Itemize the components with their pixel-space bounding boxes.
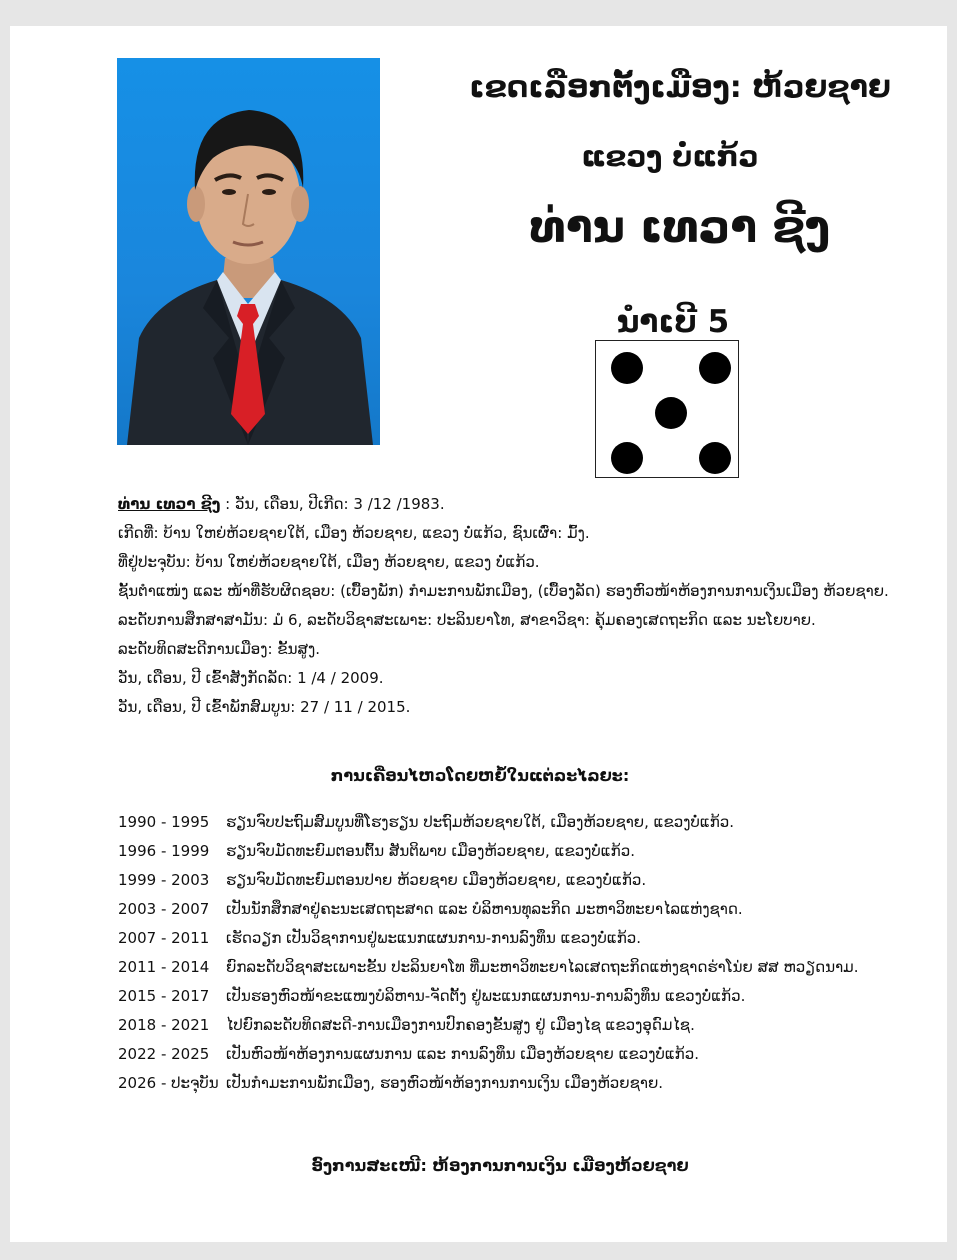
cv-row: [118, 1069, 918, 1098]
cv-list: [118, 808, 918, 1098]
cv-text: ຍົກລະດັບວິຊາສະເພາະຂັ້ນ ປະລິນຍາໂທ ທີ່ມະຫາວິທະຍາໄລເສດຖະກິດແຫ່ງຊາດຮ່າໂນ່ຍ ສສ ຫວຽດນາມ.: [226, 958, 859, 976]
cv-years: 1996 - 1999: [118, 842, 210, 860]
cv-years: 2022 - 2025: [118, 1045, 210, 1063]
bio-join-state: ວັນ, ເດືອນ, ປີ ເຂົ້າສັງກັດລັດ: 1 /4 / 2009.: [118, 669, 384, 687]
cv-text: ໄປຍົກລະດັບທິດສະດີ-ການເມືອງການປົກຄອງຂັ້ນສູງ ຢູ່ ເມືອງໄຊ ແຂວງອຸດົມໄຊ.: [226, 1016, 695, 1034]
candidate-photo: [117, 58, 380, 445]
bio-join-party: ວັນ, ເດືອນ, ປີ ເຂົ້າພັກສົມບູນ: 27 / 11 / 2015.: [118, 698, 411, 716]
cv-row: [118, 837, 918, 866]
cv-years: 2011 - 2014: [118, 958, 210, 976]
bio-education: ລະດັບການສຶກສາສາມັນ: ມໍ 6, ລະດັບວິຊາສະເພາະ: ປະລິນຍາໂທ, ສາຂາວິຊາ: ຄຸ້ມຄອງເສດຖະກິດ ແລະ ນະໂຍບາຍ.: [118, 611, 816, 629]
cv-text: ຮຽນຈົບມັດທະຍົມຕອນປາຍ ຫ້ວຍຊາຍ ເມືອງຫ້ວຍຊາຍ, ແຂວງບໍ່ແກ້ວ.: [226, 871, 647, 889]
cv-row: [118, 982, 918, 1011]
bio-political: ລະດັບທິດສະດີການເມືອງ: ຂັ້ນສູງ.: [118, 640, 320, 658]
cv-years: 2003 - 2007: [118, 900, 210, 918]
portrait-illustration: [117, 58, 380, 445]
candidate-number: ນໍາເບີ 5: [616, 304, 730, 340]
cv-row: [118, 1040, 918, 1069]
cv-text: ຮຽນຈົບປະຖົມສົມບູນທີ່ໂຮງຮຽນ ປະຖົມຫ້ວຍຊາຍໃຕ້, ເມືອງຫ້ວຍຊາຍ, ແຂວງບໍ່ແກ້ວ.: [226, 813, 735, 831]
bio-residence: ທີ່ຢູ່ປະຈຸບັນ: ບ້ານ ໃຫຍ່ຫ້ວຍຊາຍໃຕ້, ເມືອງ ຫ້ວຍຊາຍ, ແຂວງ ບໍ່ແກ້ວ.: [118, 553, 540, 571]
bio-dob: : ວັນ, ເດືອນ, ປີເກີດ: 3 /12 /1983.: [220, 495, 445, 513]
cv-row: [118, 866, 918, 895]
cv-text: ເປັນຮອງຫົວໜ້າຂະແໜງບໍລິຫານ-ຈັດຕັ້ງ ຢູ່ພະແນກແຜນການ-ການລົງທຶນ ແຂວງບໍ່ແກ້ວ.: [226, 987, 746, 1005]
dice-dot: [655, 397, 687, 429]
cv-years: 2018 - 2021: [118, 1016, 210, 1034]
cv-years: 2015 - 2017: [118, 987, 210, 1005]
dice-dot: [611, 352, 643, 384]
cv-years: 2026 - ປະຈຸບັນ: [118, 1074, 219, 1092]
cv-row: [118, 924, 918, 953]
dice-dot: [611, 442, 643, 474]
dice-five-icon: [595, 340, 739, 478]
cv-text: ຮຽນຈົບມັດທະຍົມຕອນຕົ້ນ ສັນຕິພາບ ເມືອງຫ້ວຍຊາຍ, ແຂວງບໍ່ແກ້ວ.: [226, 842, 635, 860]
bio-name: ທ່ານ ເທວາ ຊີງ: [118, 495, 221, 513]
bio-position: ຊັ້ນຕໍາແໜ່ງ ແລະ ໜ້າທີ່ຮັບຜິດຊອບ: (ເບື້ອງພັກ) ກໍາມະການພັກເມືອງ, (ເບື້ອງລັດ) ຮອງຫົວໜ້າຫ້ອງການການເງິນເມືອງ ຫ້ວຍຊາຍ.: [118, 582, 889, 600]
cv-text: ເປັນຫົວໜ້າຫ້ອງການແຜນການ ແລະ ການລົງທຶນ ເມືອງຫ້ວຍຊາຍ ແຂວງບໍ່ແກ້ວ.: [226, 1045, 699, 1063]
cv-text: ເປັນກໍາມະການພັກເມືອງ, ຮອງຫົວໜ້າຫ້ອງການການເງິນ ເມືອງຫ້ວຍຊາຍ.: [226, 1074, 664, 1092]
bio-dob-line: [118, 490, 908, 519]
province: ແຂວງ ບໍ່ແກ້ວ: [581, 140, 759, 173]
document-sheet: [10, 26, 947, 1242]
cv-text: ເຮັດວຽກ ເປັນວິຊາການຢູ່ພະແນກແຜນການ-ການລົງທຶນ ແຂວງບໍ່ແກ້ວ.: [226, 929, 641, 947]
cv-row: [118, 808, 918, 837]
dice-dot: [699, 442, 731, 474]
cv-row: [118, 953, 918, 982]
cv-title: ການເຄື່ອນໄຫວໂດຍຫຍໍ້ໃນແຕ່ລະໄລຍະ:: [330, 766, 630, 785]
cv-years: 2007 - 2011: [118, 929, 210, 947]
biography: [118, 490, 908, 722]
cv-text: ເປັນນັກສຶກສາຢູ່ຄະນະເສດຖະສາດ ແລະ ບໍລິຫານທຸລະກິດ ມະຫາວິທະຍາໄລແຫ່ງຊາດ.: [226, 900, 743, 918]
candidate-name: ທ່ານ ເທວາ ຊີງ: [529, 202, 831, 253]
cv-row: [118, 895, 918, 924]
cv-years: 1990 - 1995: [118, 813, 210, 831]
electoral-district: ເຂດເລືອກຕັ້ງເມືອງ: ຫ້ວຍຊາຍ: [469, 70, 891, 105]
dice-dot: [699, 352, 731, 384]
cv-row: [118, 1011, 918, 1040]
bio-birthplace: ເກີດທີ່: ບ້ານ ໃຫຍ່ຫ້ວຍຊາຍໃຕ້, ເມືອງ ຫ້ວຍຊາຍ, ແຂວງ ບໍ່ແກ້ວ, ຊົນເຜົ່າ: ມົ້ງ.: [118, 524, 590, 542]
proposing-organization: ອົງການສະເໜີ: ຫ້ອງການການເງິນ ເມືອງຫ້ວຍຊາຍ: [311, 1156, 689, 1175]
cv-years: 1999 - 2003: [118, 871, 210, 889]
